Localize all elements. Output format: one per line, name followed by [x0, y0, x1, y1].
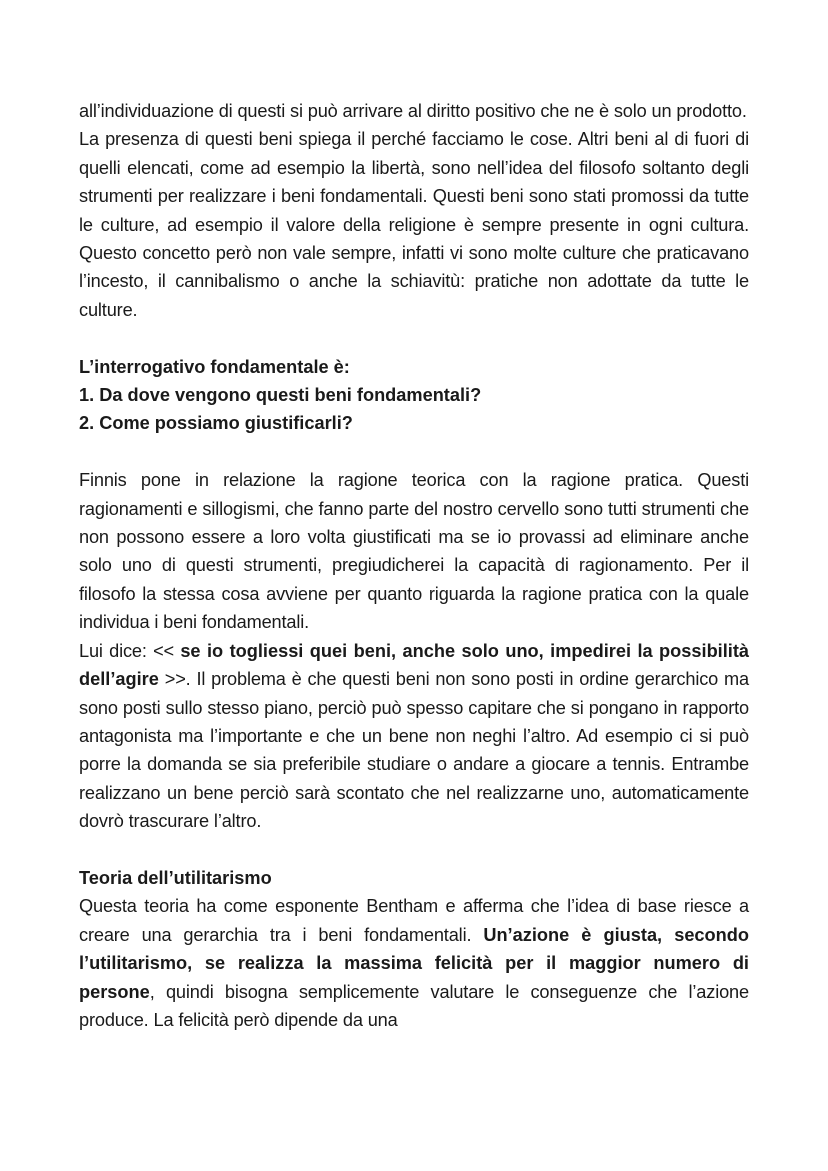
- quote-lead: Lui dice: <<: [79, 640, 181, 661]
- question-item-1: 1. Da dove vengono questi beni fondamentali?: [79, 385, 482, 406]
- utilitarianism-rest: , quindi bisogna semplicemente valutare le conseguenze che l’azione produce. La felicità però dipende da una: [79, 981, 749, 1030]
- paragraph-fundamental-goods: La presenza di questi beni spiega il perché facciamo le cose. Altri beni al di fuori di quelli elencati, come ad esempio la libertà, sono nell’idea del filosofo soltanto degli strumenti per realizzare i beni fondamentali. Questi beni sono stati promossi da tutte le culture, ad esempio il valore della religione è sempre presente in ogni cultura. Questo concetto però non vale sempre, infatti vi sono molte culture che praticavano l’incesto, il cannibalismo o anche la schiavitù: pratiche non adottate da tutte le culture.: [79, 129, 749, 320]
- paragraph-spacer: [79, 836, 749, 864]
- section-heading-utilitarianism: Teoria dell’utilitarismo: [79, 867, 272, 888]
- question-heading: L’interrogativo fondamentale è:: [79, 356, 350, 377]
- utilitarianism-lead: Questa teoria ha come esponente Bentham e afferma che l’idea di base riesce a creare una gerarchia tra i beni fondamentali.: [79, 896, 749, 945]
- paragraph-finnis-reason: Finnis pone in relazione la ragione teorica con la ragione pratica. Questi ragionamenti e sillogismi, che fanno parte del nostro cervello sono tutti strumenti che non possono essere a loro volta giustificati ma se io provassi ad eliminare anche solo uno di questi strumenti, pregiudicherei la capacità di ragionamento. Per il filosofo la stessa cosa avviene per quanto riguarda la ragione pratica con la quale individua i beni fondamentali.: [79, 470, 749, 633]
- quote-bold-text: se io togliessi quei beni, anche solo uno, impedirei la possibilità dell’agire: [79, 640, 750, 690]
- paragraph-quote: [79, 637, 749, 836]
- quote-rest: >>. Il problema è che questi beni non sono posti in ordine gerarchico ma sono posti sullo stesso piano, perciò può spesso capitare che si pongano in rapporto antagonista ma l’importante e che un bene non neghi l’altro. Ad esempio ci si può porre la domanda se sia preferibile studiare o andare a giocare a tennis. Entrambe realizzano un bene perciò sarà scontato che nel realizzarne uno, automaticamente dovrò trascurare l’altro.: [79, 669, 749, 832]
- utilitarianism-bold-definition: Un’azione è giusta, secondo l’utilitarismo, se realizza la massima felicità per il maggior numero di persone: [79, 924, 749, 1002]
- paragraph-utilitarianism: [79, 892, 749, 1034]
- paragraph-positive-law: all’individuazione di questi si può arrivare al diritto positivo che ne è solo un prodotto.: [79, 101, 747, 121]
- paragraph-spacer: [79, 324, 749, 352]
- document-page: [79, 97, 749, 1034]
- question-item-2: 2. Come possiamo giustificarli?: [79, 413, 353, 434]
- paragraph-spacer: [79, 438, 749, 466]
